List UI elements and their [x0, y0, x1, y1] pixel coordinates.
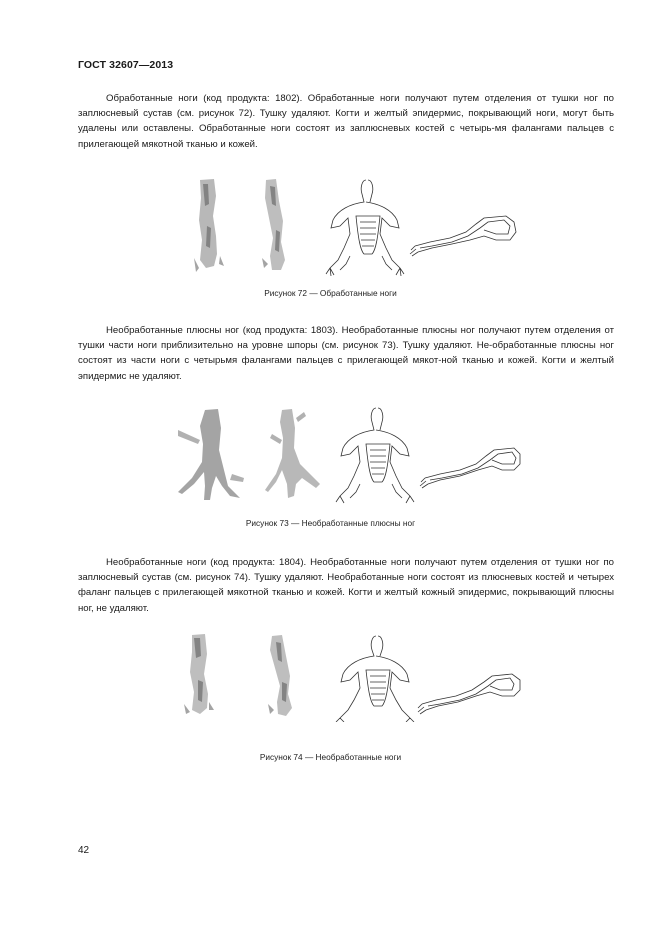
shank-photo-side: [265, 409, 320, 498]
foot-photo-front: [184, 634, 214, 714]
figure-74: [0, 632, 661, 722]
figure-73: [0, 404, 661, 504]
skeleton-diagram: [336, 636, 414, 722]
leg-outline-diagram: [420, 448, 520, 488]
figure-72: [0, 176, 661, 281]
paragraph-1804: Необработанные ноги (код продукта: 1804). Необработанные ноги получают путем отделения от тушки ног по заплюсневый сустав (см. рисунок 74). Тушку удаляют. Необработанные ноги состоят из плюсневых костей и четырех фаланг пальцев с прилегающей мякотной тканью и кожей. Когти и желтый кожный эпидермис, покрывающий плюсны ног, не удаляют.: [78, 557, 614, 614]
skeleton-diagram: [336, 408, 414, 503]
paragraph-1802: Обработанные ноги (код продукта: 1802). Обработанные ноги получают путем отделения от тушки ног по заплюсневый сустав (см. рисунок 72). Тушку удаляют. Когти и желтый эпидермис, покрывающий ноги, могут быть удалены или оставлены. Обработанные ноги состоят из заплюсневых костей с четырь-мя фалангами пальцев с прилегающей мякотной тканью и кожей.: [78, 93, 614, 150]
foot-photo-side: [268, 635, 292, 716]
leg-outline-diagram: [410, 216, 516, 256]
foot-photo-side: [262, 179, 285, 270]
caption-74: Рисунок 74 — Необработанные ноги: [259, 752, 402, 762]
skeleton-diagram: [326, 180, 404, 276]
paragraph-1803: Необработанные плюсны ног (код продукта: 1803). Необработанные плюсны ног получают путем отделения от тушки части ноги приблизительно на уровне шпоры (см. рисунок 73). Тушку удаляют. Не-обработанные плюсны ног состоят из части ноги с четырьмя фалангами пальцев с прилегающей мякот-ной тканью и кожей. Когти и желтый эпидермис не удаляют.: [78, 325, 614, 382]
document-header: ГОСТ 32607—2013: [78, 59, 174, 71]
shank-photo-front: [178, 409, 244, 500]
foot-photo-front: [194, 179, 224, 272]
caption-72: Рисунок 72 — Обработанные ноги: [264, 288, 397, 298]
leg-outline-diagram: [418, 674, 520, 714]
page-number: 42: [78, 845, 90, 856]
caption-73: Рисунок 73 — Необработанные плюсны ног: [245, 518, 416, 528]
